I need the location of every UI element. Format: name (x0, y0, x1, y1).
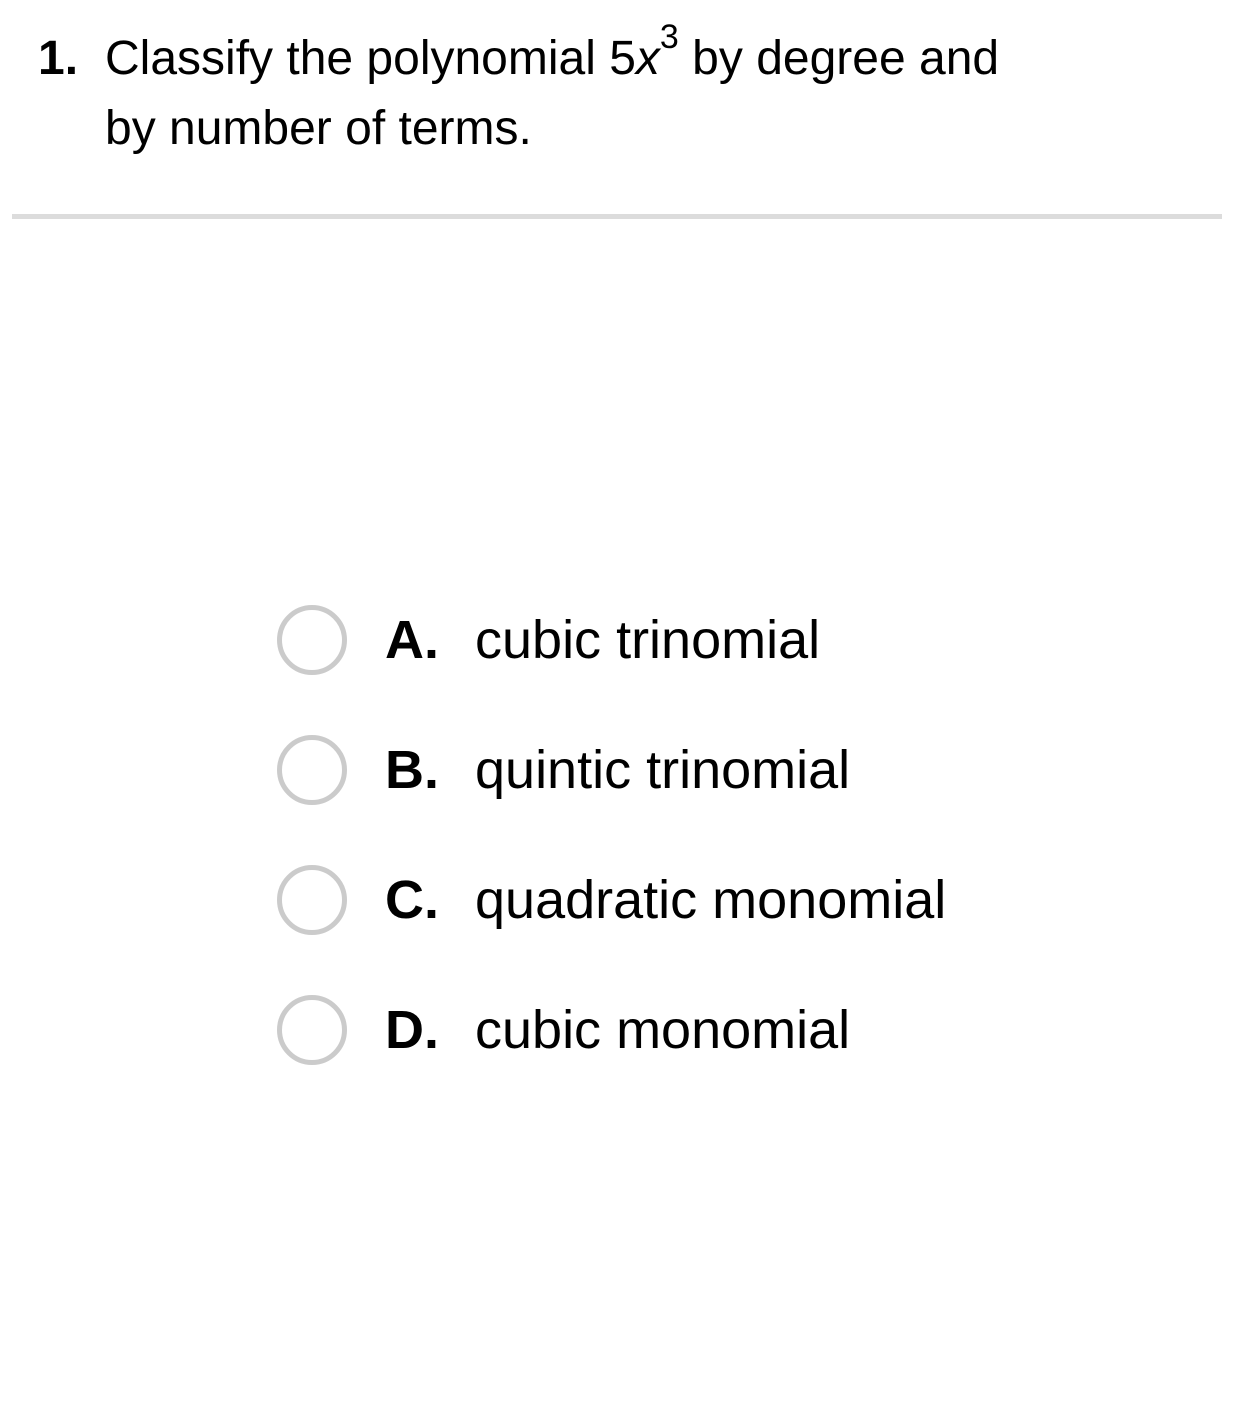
option-letter-c: C. (385, 870, 439, 930)
option-label-a: cubic trinomial (475, 610, 821, 670)
radio-button-d[interactable] (277, 995, 347, 1065)
option-row-d[interactable] (0, 995, 1234, 1065)
option-row-b[interactable] (0, 735, 1234, 805)
option-letter-a: A. (385, 610, 439, 670)
question-text-after-formula: by degree and (678, 32, 1000, 85)
question-text-before-formula: Classify the polynomial 5 (105, 32, 636, 85)
question-text (105, 18, 1000, 162)
exponent-superscript: 3 (659, 18, 679, 56)
polynomial-variable: x (635, 32, 660, 85)
option-row-a[interactable] (0, 605, 1234, 675)
option-letter-d: D. (385, 1000, 439, 1060)
option-label-c: quadratic monomial (475, 870, 947, 930)
option-label-d: cubic monomial (475, 1000, 851, 1060)
option-letter-b: B. (385, 740, 439, 800)
option-label-b: quintic trinomial (475, 740, 851, 800)
divider-line (12, 214, 1222, 219)
radio-button-c[interactable] (277, 865, 347, 935)
question-section (0, 0, 1234, 162)
radio-button-b[interactable] (277, 735, 347, 805)
option-row-c[interactable] (0, 865, 1234, 935)
question-text-line2: by number of terms. (105, 102, 532, 155)
question-number: 1. (38, 32, 79, 85)
radio-button-a[interactable] (277, 605, 347, 675)
answer-options (0, 605, 1234, 1065)
